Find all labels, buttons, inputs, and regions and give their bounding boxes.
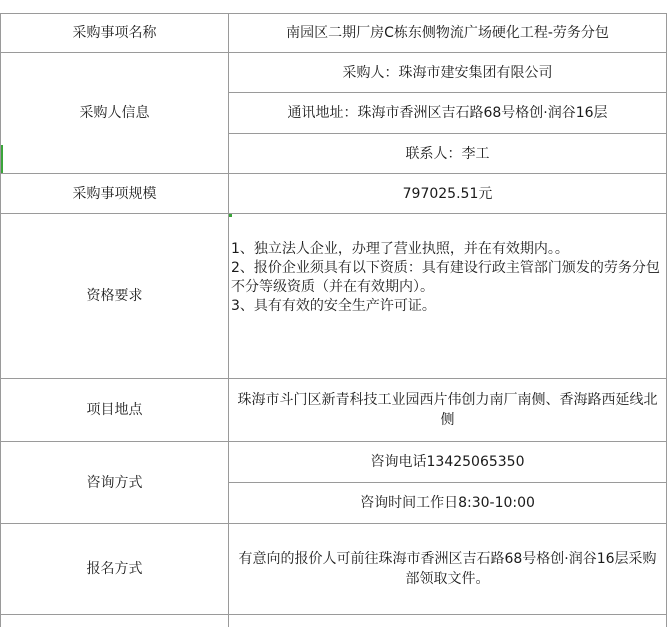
register-label: 报名方式 <box>86 561 143 577</box>
cell-marker <box>229 214 232 217</box>
buyer-address: 通讯地址：珠海市香洲区吉石路68号格创·润谷16层 <box>287 105 608 121</box>
qualification-requirements <box>231 240 667 316</box>
item-name-label: 采购事项名称 <box>72 25 157 41</box>
register-value: 有意向的报价人可前往珠海市香洲区吉石路68号格创·润谷16层采购部领取文件。 <box>238 551 657 587</box>
location-label: 项目地点 <box>86 402 143 418</box>
item-name-value: 南园区二期厂房C栋东侧物流广场硬化工程-劳务分包 <box>286 25 609 41</box>
qualification-line-2: 2、报价企业须具有以下资质：具有建设行政主管部门颁发的劳务分包不分等级资质（并在有效期内）。 <box>231 260 660 295</box>
buyer-contact: 联系人：李工 <box>405 145 490 162</box>
scale-value: 797025.51元 <box>402 185 493 202</box>
column-divider <box>666 13 667 627</box>
qualification-line-1: 1、独立法人企业，办理了营业执照，并在有效期内。。 <box>231 241 569 257</box>
consult-phone: 咨询电话13425065350 <box>370 454 525 470</box>
row-divider <box>0 614 667 615</box>
consult-time: 咨询时间工作日8:30-10:00 <box>360 495 535 511</box>
qualification-line-3: 3、具有有效的安全生产许可证。 <box>231 298 436 314</box>
location-value: 珠海市斗门区新青科技工业园西片伟创力南厂南侧、香海路西延线北侧 <box>237 392 658 428</box>
buyer-name: 采购人：珠海市建安集团有限公司 <box>342 64 553 81</box>
consult-label: 咨询方式 <box>86 474 143 491</box>
buyer-info-label: 采购人信息 <box>79 105 150 121</box>
qualification-label: 资格要求 <box>86 288 143 304</box>
scale-label: 采购事项规模 <box>72 185 157 202</box>
